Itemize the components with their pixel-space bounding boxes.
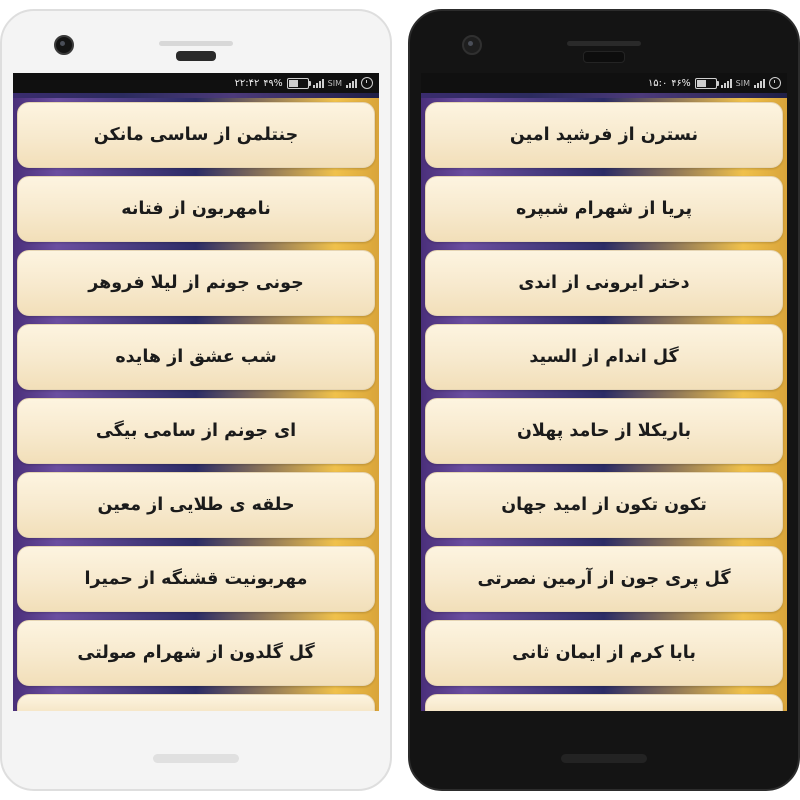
song-button[interactable]: گل اندام از السید xyxy=(425,324,783,390)
song-button[interactable]: دختر ایرونی از اندی xyxy=(425,250,783,316)
list-item[interactable] xyxy=(13,172,379,246)
left-song-list[interactable] xyxy=(421,98,787,711)
song-button[interactable]: مهربونیت قشنگه از حمیرا xyxy=(17,546,375,612)
signal-bars-icon-secondary xyxy=(346,79,357,88)
status-battery-percent: ۴۹% xyxy=(263,77,283,89)
sim-label: SIM xyxy=(327,78,342,88)
list-item[interactable] xyxy=(421,246,787,320)
battery-icon xyxy=(287,78,309,89)
list-item[interactable] xyxy=(421,98,787,172)
song-button[interactable] xyxy=(425,694,783,711)
song-button[interactable]: بابا کرم از ایمان ثانی xyxy=(425,620,783,686)
song-button[interactable]: تکون تکون از امید جهان xyxy=(425,472,783,538)
right-status-bar-left-cluster xyxy=(235,77,373,89)
right-phone-screen xyxy=(13,73,379,711)
earpiece-speaker xyxy=(159,41,233,46)
notch-sensor xyxy=(583,51,625,63)
song-button[interactable]: شب عشق از هایده xyxy=(17,324,375,390)
right-phone-top-hardware xyxy=(2,11,390,73)
list-item-partial[interactable] xyxy=(13,690,379,711)
left-status-bar-left-cluster xyxy=(648,77,781,89)
list-item[interactable] xyxy=(421,542,787,616)
list-item[interactable] xyxy=(13,468,379,542)
list-item[interactable] xyxy=(421,468,787,542)
status-clock: ۱۵:۰ xyxy=(647,77,668,89)
left-phone-screen xyxy=(421,73,787,711)
list-item[interactable] xyxy=(421,320,787,394)
list-item[interactable] xyxy=(13,616,379,690)
list-item[interactable] xyxy=(421,616,787,690)
battery-icon xyxy=(695,78,717,89)
earpiece-speaker xyxy=(567,41,641,46)
notch-sensor xyxy=(176,51,216,61)
list-item[interactable] xyxy=(421,172,787,246)
list-item-partial[interactable] xyxy=(421,690,787,711)
home-indicator xyxy=(561,754,647,763)
list-item[interactable] xyxy=(13,246,379,320)
right-song-list[interactable] xyxy=(13,98,379,711)
left-phone-top-hardware xyxy=(410,11,798,73)
song-button[interactable]: جونی جونم از لیلا فروهر xyxy=(17,250,375,316)
signal-bars-icon-secondary xyxy=(754,79,765,88)
song-button[interactable]: حلقه ی طلایی از معین xyxy=(17,472,375,538)
right-status-bar xyxy=(13,73,379,93)
song-button[interactable]: نسترن از فرشید امین xyxy=(425,102,783,168)
left-phone-device xyxy=(408,9,800,791)
song-button[interactable]: گل پری جون از آرمین نصرتی xyxy=(425,546,783,612)
song-button[interactable]: باریکلا از حامد پهلان xyxy=(425,398,783,464)
front-camera-icon xyxy=(54,35,74,55)
song-button[interactable]: گل گلدون از شهرام صولتی xyxy=(17,620,375,686)
song-button[interactable]: پریا از شهرام شبپره xyxy=(425,176,783,242)
song-button[interactable]: جنتلمن از ساسی مانکن xyxy=(17,102,375,168)
list-item[interactable] xyxy=(13,542,379,616)
right-phone-bottom-hardware xyxy=(2,711,390,789)
signal-bars-icon xyxy=(721,79,732,88)
list-item[interactable] xyxy=(13,320,379,394)
song-button[interactable]: نامهربون از فتانه xyxy=(17,176,375,242)
right-phone-device xyxy=(0,9,392,791)
status-clock: ۲۲:۴۲ xyxy=(234,77,260,89)
left-phone-bottom-hardware xyxy=(410,711,798,789)
alarm-icon xyxy=(361,77,373,89)
list-item[interactable] xyxy=(421,394,787,468)
home-indicator xyxy=(153,754,239,763)
sim-label: SIM xyxy=(735,78,750,88)
song-button[interactable] xyxy=(17,694,375,711)
list-item[interactable] xyxy=(13,98,379,172)
front-camera-icon xyxy=(462,35,482,55)
alarm-icon xyxy=(769,77,781,89)
list-item[interactable] xyxy=(13,394,379,468)
status-battery-percent: ۴۶% xyxy=(671,77,691,89)
left-status-bar xyxy=(421,73,787,93)
signal-bars-icon xyxy=(313,79,324,88)
song-button[interactable]: ای جونم از سامی بیگی xyxy=(17,398,375,464)
